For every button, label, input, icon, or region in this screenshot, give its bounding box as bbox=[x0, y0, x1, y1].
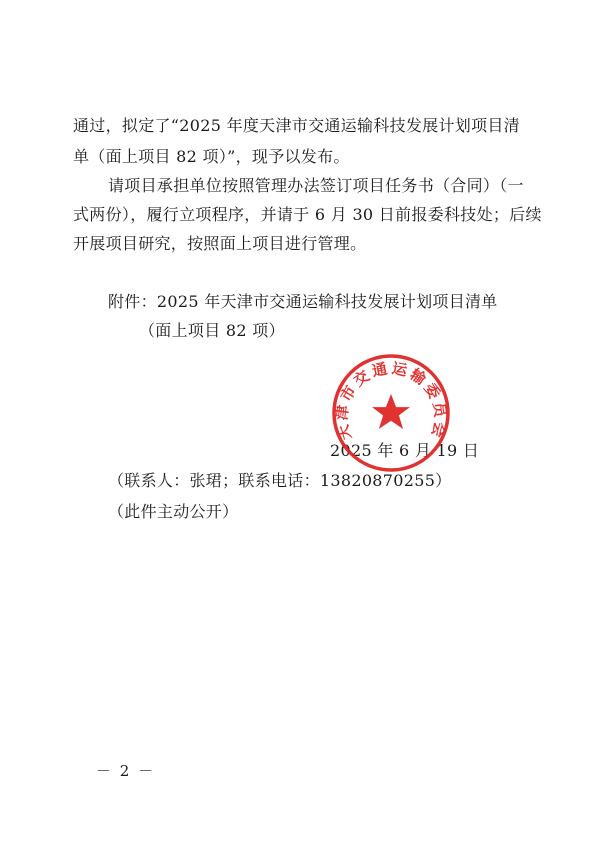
official-seal bbox=[330, 352, 452, 474]
star-icon bbox=[372, 394, 410, 429]
attachment-line-1: 附件：2025 年天津市交通运输科技发展计划项目清单 bbox=[108, 292, 498, 311]
issue-date: 2025 年 6 月 19 日 bbox=[330, 441, 480, 460]
contact-info: （联系人：张珺；联系电话：13820870255） bbox=[108, 471, 452, 490]
attachment-line-2: （面上项目 82 项） bbox=[139, 321, 285, 340]
disclosure-note: （此件主动公开） bbox=[108, 502, 239, 521]
seal-text: 天津市交通运输委员会 bbox=[332, 359, 450, 443]
paragraph-1-line-2: 单（面上项目 82 项）”，现予以发布。 bbox=[73, 147, 350, 166]
paragraph-2-line-1: 请项目承担单位按照管理办法签订项目任务书（合同）（一 bbox=[108, 176, 524, 195]
paragraph-2-line-2: 式两份），履行立项程序，并请于 6 月 30 日前报委科技处；后续 bbox=[73, 205, 542, 224]
paragraph-1-line-1: 通过，拟定了“2025 年度天津市交通运输科技发展计划项目清 bbox=[73, 116, 520, 135]
paragraph-2-line-3: 开展项目研究，按照面上项目进行管理。 bbox=[73, 234, 367, 253]
page-number: － 2 － bbox=[96, 762, 156, 780]
